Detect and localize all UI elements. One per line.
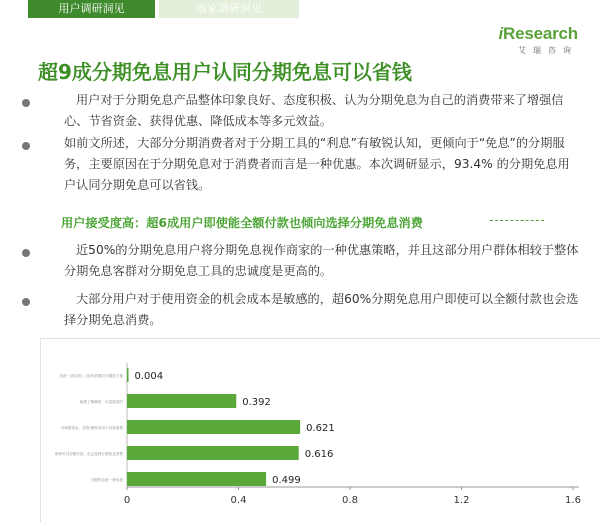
paragraph-3: 近50%的分期免息用户将分期免息视作商家的一种优惠策略，并且这部分用户群体相较于整体分期免息客群对分期免息工具的忠诚度是更高的。: [64, 243, 579, 278]
section-subheading: 用户接受度高：超6成用户即使能全额付款也倾向选择分期免息消费: [61, 216, 423, 230]
bar: [127, 446, 299, 460]
page-title: 超9成分期免息用户认同分期免息可以省钱: [38, 60, 412, 84]
category-label: 可调配资金，投资/理财或用于其他消费: [60, 426, 123, 430]
tab-merchant-insights[interactable]: 商家调研洞见: [159, 0, 299, 18]
paragraph-2: 如前文所述，大部分分期消费者对于分期工具的“利息”有敏锐认知，更倾向于“免息”的分期服务，主要原因在于分期免息对于消费者而言是一种优惠。本次调研显示，93.4% 的分期免息用户认同分期免息可以省钱。: [64, 136, 570, 192]
section-tabs: [28, 0, 299, 18]
logo-subtitle: 艾瑞咨询: [518, 46, 578, 55]
category-label: 其他（请注明）/ 如有需要时分期很方便: [59, 374, 123, 378]
paragraph-4: 大部分用户对于使用资金的机会成本是敏感的，超60%分期免息用户即使可以全额付款也会选择分期免息消费。: [64, 292, 579, 327]
bar-chart-frame: [40, 338, 600, 522]
bar-value-label: 0.004: [134, 371, 164, 382]
paragraph-1: 用户对于分期免息产品整体印象良好、态度积极、认为分期免息为自己的消费带来了增强信心、节省资金、获得优惠、降低成本等多元效益。: [64, 93, 564, 128]
bar: [127, 420, 300, 434]
category-label: 能帮了解额度、可量数量时: [79, 400, 123, 404]
subheading-divider: [490, 220, 544, 221]
bullet-dot: [22, 249, 30, 257]
bar-value-label: 0.616: [304, 449, 334, 460]
category-label: 即使可以全额付款，也会选择分期免息消费: [54, 452, 123, 456]
bar-value-label: 0.621: [306, 423, 335, 434]
bar: [127, 394, 236, 408]
x-tick-label: 0.8: [342, 495, 358, 506]
x-tick-label: 0: [123, 495, 131, 506]
bullet-dot: [22, 142, 30, 150]
bullet-dot: [22, 99, 30, 107]
tab-user-insights[interactable]: 用户调研洞见: [28, 0, 155, 18]
bar-value-label: 0.499: [272, 475, 301, 486]
bar-value-label: 0.392: [242, 397, 271, 408]
iresearch-logo: [499, 24, 578, 56]
bar: [127, 472, 266, 486]
logo-wordmark: iResearch: [498, 24, 578, 43]
x-tick-label: 1.2: [453, 495, 470, 506]
bar-chart: [41, 339, 600, 522]
bar: [127, 368, 129, 382]
bullet-dot: [22, 298, 30, 306]
x-tick-label: 1.6: [565, 495, 581, 506]
category-label: 分期免息是一种优惠: [90, 478, 123, 482]
x-tick-label: 0.4: [230, 495, 247, 506]
